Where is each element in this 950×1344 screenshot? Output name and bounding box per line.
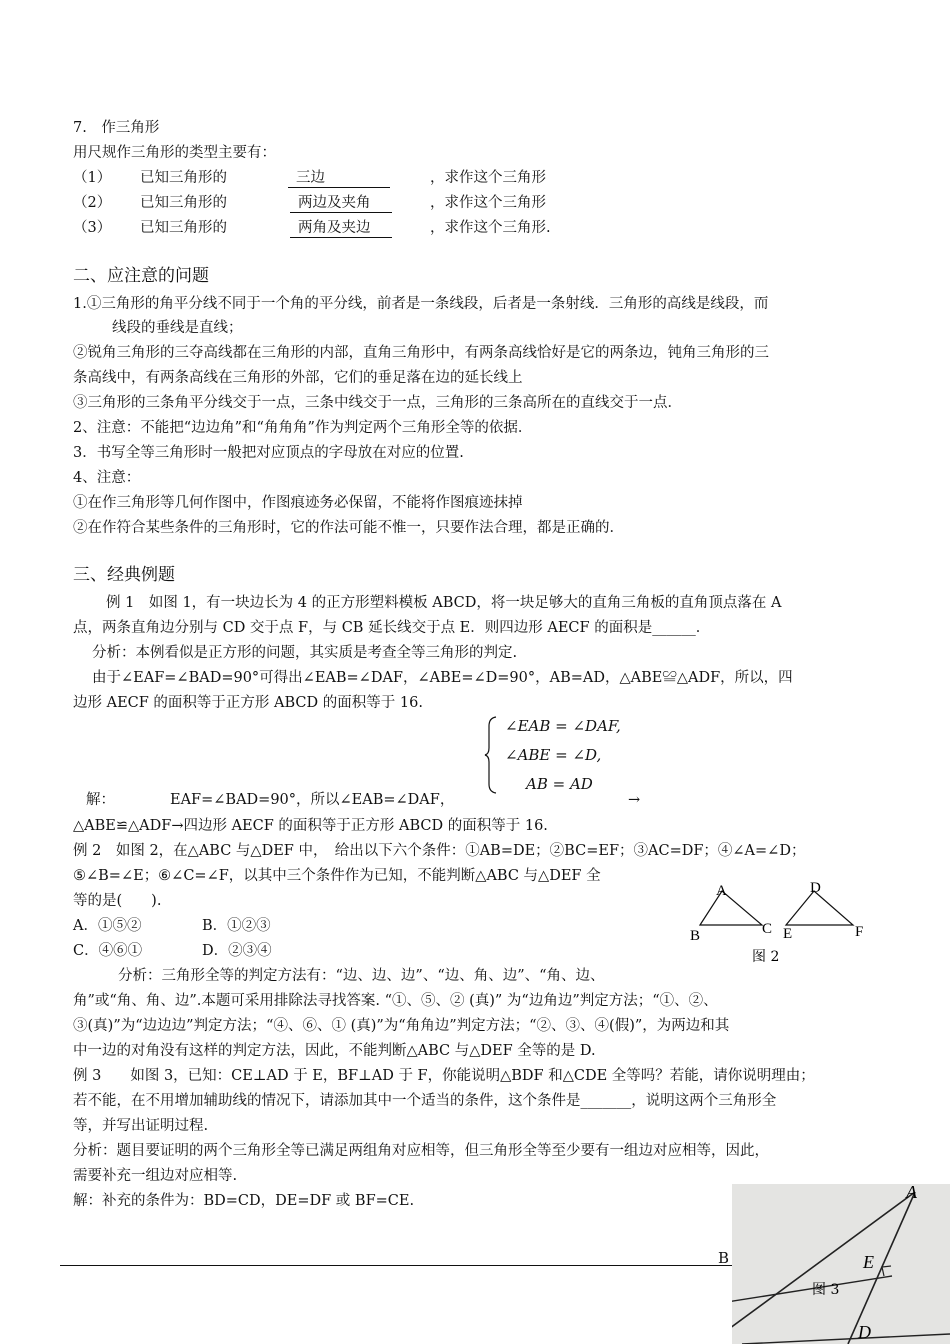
equation-2: ∠ABE = ∠D, — [505, 746, 602, 764]
fig3-label-a: A — [906, 1184, 917, 1202]
option-b: B．①②③ — [202, 918, 271, 934]
item-2-post: ，求作这个三角形 — [430, 195, 546, 211]
footer-divider — [60, 1265, 732, 1266]
example-3-line: 需要补充一组边对应相等. — [73, 1168, 238, 1184]
triangle-abc — [700, 891, 762, 925]
s2-line: 3．书写全等三角形时一般把对应顶点的字母放在对应的位置. — [73, 445, 464, 461]
item-2-num: （2） — [73, 195, 112, 211]
item-3-num: （3） — [73, 220, 112, 236]
triangle-def — [786, 891, 853, 925]
item-1-blank: 三边 — [288, 168, 390, 188]
label-e: E — [783, 926, 793, 942]
item-1-pre: 已知三角形的 — [140, 170, 227, 186]
figure-2 — [686, 878, 876, 973]
example-2-line: 等的是( ). — [73, 893, 162, 909]
section-7-title: 7. 作三角形 — [73, 120, 160, 136]
example-3-solution: 解：补充的条件为：BD=CD，DE=DF 或 BF=CE. — [73, 1193, 415, 1209]
option-d: D．②③④ — [202, 943, 272, 959]
example-2-line: 例 2 如图 2，在△ABC 与△DEF 中， 给出以下六个条件：①AB=DE；②BC=EF；③AC=DF；④∠A=∠D； — [73, 843, 806, 859]
option-c: C．④⑥① — [73, 943, 143, 959]
s2-line: ②在作符合某些条件的三角形时，它的作法可能不惟一，只要作法合理，都是正确的． — [73, 520, 624, 536]
figure-3 — [732, 1184, 950, 1344]
example-2-line: ⑤∠B=∠E；⑥∠C=∠F，以其中三个条件作为已知，不能判断△ABC 与△DEF 全 — [73, 868, 601, 884]
fig3-label-e: E — [863, 1252, 874, 1272]
item-3-post: ，求作这个三角形. — [430, 220, 551, 236]
s2-line: ①在作三角形等几何作图中，作图痕迹务必保留，不能将作图痕迹抹掉 — [73, 495, 523, 511]
label-c: C — [762, 921, 773, 937]
solution-label: 解： — [86, 792, 115, 808]
label-b: B — [690, 928, 701, 944]
example-2-analysis: 分析：三角形全等的判定方法有：“边、边、边”、“边、角、边”、“角、边、 — [118, 968, 605, 984]
s2-line: 4、注意： — [73, 470, 141, 486]
item-3-blank: 两角及夹边 — [290, 218, 392, 238]
example-2-line: 角”或“角、角、边”.本题可采用排除法寻找答案. “①、⑤、② (真)” 为“边角边”判定方法；“①、②、 — [73, 993, 718, 1009]
s2-line: 线段的垂线是直线； — [112, 320, 243, 336]
example-1-line: 例 1 如图 1，有一块边长为 4 的正方形塑料模板 ABCD，将一块足够大的直角三角板的直角顶点落在 A — [106, 595, 782, 611]
s2-line: 1.①三角形的角平分线不同于一个角的平分线，前者是一条线段，后者是一条射线．三角形的高线是线段，而 — [73, 296, 769, 312]
item-2-blank: 两边及夹角 — [290, 193, 392, 213]
s2-line: 2、注意：不能把“边边角”和“角角角”作为判定两个三角形全等的依据． — [73, 420, 533, 436]
section-7-intro: 用尺规作三角形的类型主要有： — [73, 145, 276, 161]
footer-label-b: B — [718, 1249, 730, 1267]
label-a: A — [716, 883, 727, 899]
label-d: D — [810, 880, 821, 896]
example-3-line: 等，并写出证明过程. — [73, 1118, 209, 1134]
example-3-line: 若不能，在不用增加辅助线的情况下，请添加其中一个适当的条件，这个条件是_______，说明这两个三角形全 — [73, 1093, 777, 1109]
example-3-analysis: 分析：题目要证明的两个三角形全等已满足两组角对应相等，但三角形全等至少要有一组边对应相等，因此， — [73, 1143, 769, 1159]
item-2-pre: 已知三角形的 — [140, 195, 227, 211]
equation-1: ∠EAB = ∠DAF, — [505, 717, 621, 735]
s2-line: ②锐角三角形的三夺高线都在三角形的内部，直角三角形中，有两条高线恰好是它的两条边，钝角三角形的三 — [73, 345, 769, 361]
example-1-line: 由于∠EAF=∠BAD=90°可得出∠EAB=∠DAF，∠ABE=∠D=90°，AB=AD，△ABE≌△ADF，所以，四 — [92, 670, 793, 686]
s2-line: ③三角形的三条角平分线交于一点，三条中线交于一点，三角形的三条高所在的直线交于一点． — [73, 395, 682, 411]
example-1-line: 边形 AECF 的面积等于正方形 ABCD 的面积等于 16. — [73, 695, 423, 711]
label-f: F — [855, 924, 864, 940]
solution-text: EAF=∠BAD=90°，所以∠EAB=∠DAF， — [170, 792, 455, 808]
figure-2-caption: 图 2 — [752, 949, 780, 965]
arrow-icon: → — [628, 792, 641, 808]
s2-line: 条高线中，有两条高线在三角形的外部，它们的垂足落在边的延长线上 — [73, 370, 523, 386]
item-1-num: （1） — [73, 170, 112, 186]
fig3-label-d: D — [858, 1322, 871, 1342]
example-2-line: 中一边的对角没有这样的判定方法，因此，不能判断△ABC 与△DEF 全等的是 D. — [73, 1043, 596, 1059]
example-1-line: 点，两条直角边分别与 CD 交于点 F，与 CB 延长线交于点 E．则四边形 AECF 的面积是______． — [73, 620, 711, 636]
example-3-line: 例 3 如图 3，已知：CE⊥AD 于 E，BF⊥AD 于 F，你能说明△BDF 和△CDE 全等吗？若能，请你说明理由； — [73, 1068, 815, 1084]
example-1-analysis: 分析：本例看似是正方形的问题，其实质是考查全等三角形的判定. — [92, 645, 518, 661]
example-1-line: △ABE≌△ADF→四边形 AECF 的面积等于正方形 ABCD 的面积等于 16. — [73, 818, 548, 834]
section-3-heading: 三、经典例题 — [73, 565, 175, 585]
left-brace-icon — [484, 716, 498, 794]
option-a: A．①⑤② — [73, 918, 142, 934]
item-1-post: ，求作这个三角形 — [430, 170, 546, 186]
example-2-line: ③(真)”为“边边边”判定方法；“④、⑥、① (真)”为“角角边”判定方法；“②、③、④(假)”，为两边和其 — [73, 1018, 730, 1034]
equation-3: AB = AD — [526, 775, 593, 793]
figure-3-caption: 图 3 — [812, 1282, 840, 1298]
item-3-pre: 已知三角形的 — [140, 220, 227, 236]
section-2-heading: 二、应注意的问题 — [73, 266, 209, 286]
